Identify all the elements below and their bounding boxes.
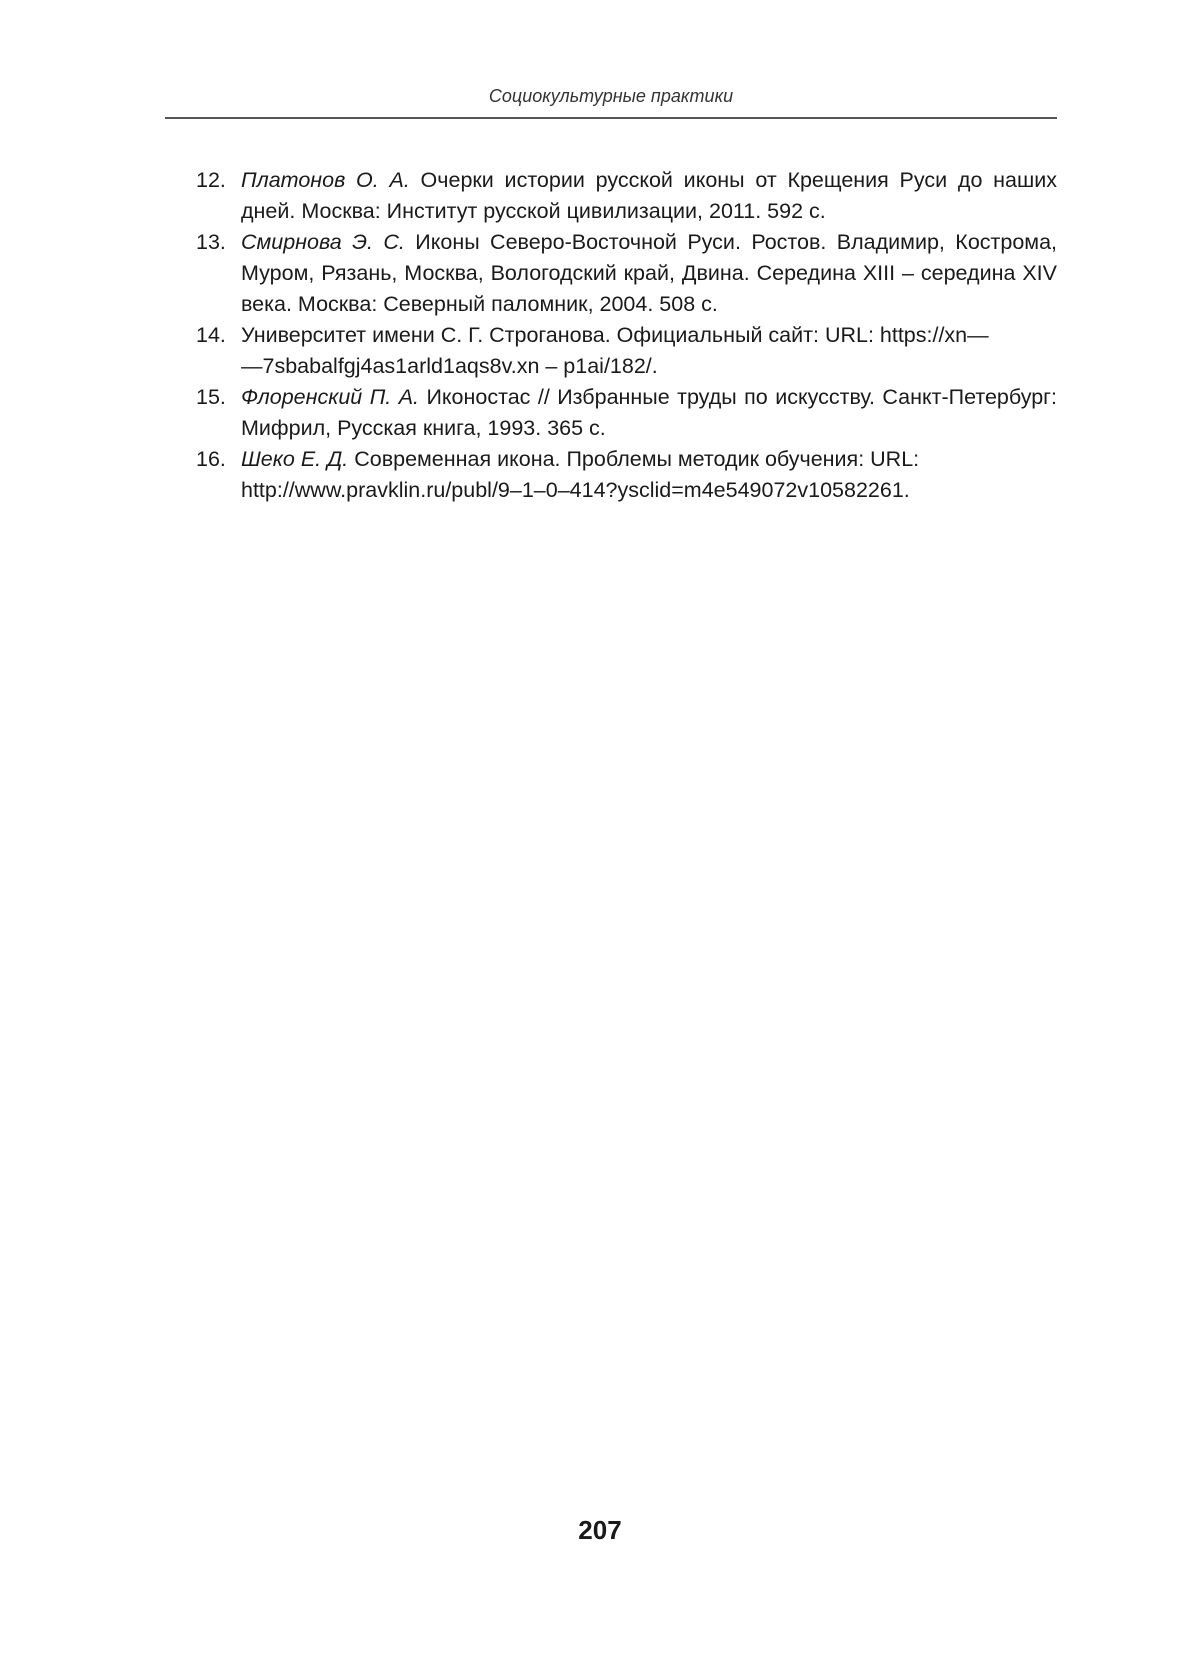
running-head: Социокультурные практики bbox=[488, 86, 734, 106]
reference-url-continuation: http://www.pravklin.ru/publ/9–1–0–414?ysclid=m4e549072v10582261. bbox=[241, 478, 910, 502]
reference-author: Флоренский П. А. bbox=[241, 385, 420, 409]
reference-url-continuation: —7sbabalfgj4as1arld1aqs8v.xn – p1ai/182/. bbox=[241, 354, 658, 378]
reference-text: Иконостас // Избранные труды по искусству. Санкт-Петербург: Мифрил, Русская книга, 1993. 365 с. bbox=[241, 385, 1058, 440]
reference-item bbox=[196, 320, 1057, 382]
header-rule bbox=[165, 117, 1057, 119]
reference-text: Университет имени С. Г. Строганова. Официальный сайт: URL: https://xn— bbox=[241, 323, 989, 347]
reference-item bbox=[196, 382, 1057, 444]
reference-list bbox=[196, 165, 1057, 506]
reference-item bbox=[196, 227, 1057, 320]
reference-author: Смирнова Э. С. bbox=[241, 230, 405, 254]
reference-text: Современная икона. Проблемы методик обучения: URL: bbox=[348, 447, 920, 471]
reference-author: Шеко Е. Д. bbox=[241, 447, 349, 471]
reference-text: Очерки истории русской иконы от Крещения Руси до наших дней. Москва: Институт русской цивилизации, 2011. 592 с. bbox=[241, 168, 1058, 223]
reference-number: 14. bbox=[196, 323, 226, 347]
reference-number: 15. bbox=[196, 385, 226, 409]
reference-number: 16. bbox=[196, 447, 226, 471]
reference-number: 13. bbox=[196, 230, 226, 254]
page-number: 207 bbox=[578, 1515, 622, 1545]
reference-number: 12. bbox=[196, 168, 226, 192]
reference-author: Платонов О. А. bbox=[241, 168, 410, 192]
reference-text: Иконы Северо-Восточной Руси. Ростов. Владимир, Кострома, Муром, Рязань, Москва, Вологодский край, Двина. Середина XIII – середина XIV века. Москва: Северный паломник, 2004. 508 с. bbox=[241, 230, 1057, 316]
reference-item bbox=[196, 444, 1057, 506]
reference-item bbox=[196, 165, 1057, 227]
